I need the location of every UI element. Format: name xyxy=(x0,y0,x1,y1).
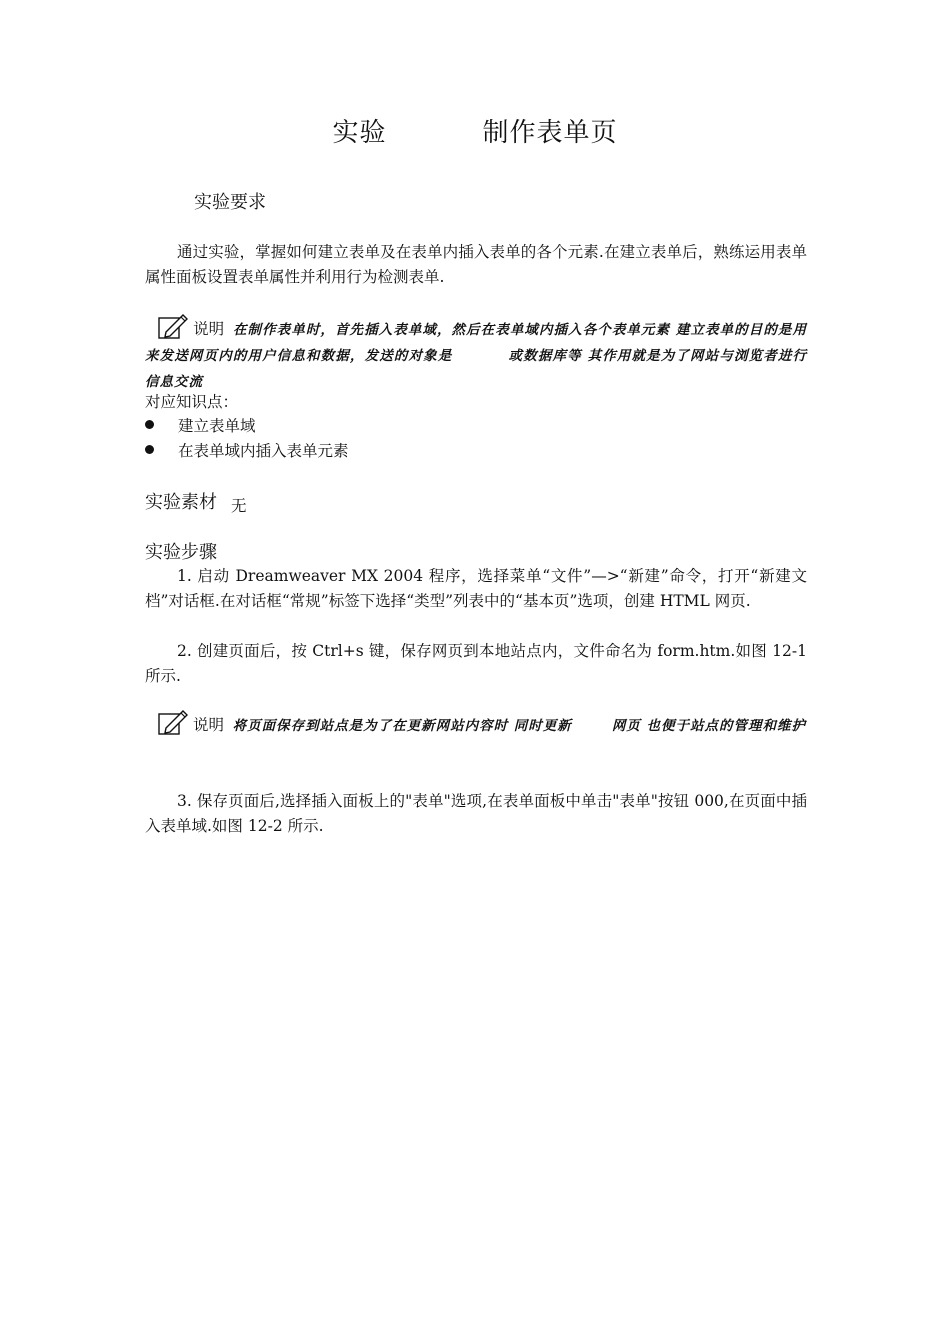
bullet-icon xyxy=(145,445,154,454)
note-2-text-part2: 网页 也便于站点的管理和维护 xyxy=(611,718,807,734)
step-1: 1. 启动 Dreamweaver MX 2004 程序，选择菜单“文件”—>“新建”命令，打开“新建文档”对话框.在对话框“常规”标签下选择“类型”列表中的“基本页”选项，创建 HTML 网页. xyxy=(145,567,807,610)
note-1-label: 说明 xyxy=(193,320,225,338)
note-1-text-part1: 在制作表单时，首先插入表单域，然后在表单域内插入各个表单元素 建立表单的目的是用来发送网页内的用户信息和数据，发送的对象是 xyxy=(145,322,807,364)
knowledge-item-2: 在表单域内插入表单元素 xyxy=(145,440,349,462)
pencil-note-icon xyxy=(157,312,189,340)
title-left: 实验 xyxy=(332,118,387,148)
note-1 xyxy=(145,312,807,395)
note-1-text-part2: 或数据库等 其作用就是为了网站与浏览者进行信息交流 xyxy=(145,348,808,390)
requirements-text: 通过实验，掌握如何建立表单及在表单内插入表单的各个元素.在建立表单后，熟练运用表单属性面板设置表单属性并利用行为检测表单. xyxy=(145,243,807,286)
steps-heading: 实验步骤 xyxy=(145,542,217,563)
step-3: 3. 保存页面后,选择插入面板上的"表单"选项,在表单面板中单击"表单"按钮 000,在页面中插入表单域.如图 12-2 所示. xyxy=(145,792,807,835)
title-right: 制作表单页 xyxy=(482,118,618,148)
materials-heading: 实验素材 无 xyxy=(145,492,247,515)
note-2-text-part1: 将页面保存到站点是为了在更新网站内容时 同时更新 xyxy=(232,718,572,734)
step-2: 2. 创建页面后，按 Ctrl+s 键，保存网页到本地站点内，文件命名为 form.htm.如图 12-1 所示. xyxy=(145,642,807,685)
pencil-note-icon xyxy=(157,708,189,736)
knowledge-heading: 对应知识点： xyxy=(145,393,239,411)
bullet-icon xyxy=(145,420,154,429)
note-2-label: 说明 xyxy=(193,716,225,734)
materials-value: 无 xyxy=(231,497,247,515)
knowledge-item-1: 建立表单域 xyxy=(145,415,256,437)
requirements-heading: 实验要求 xyxy=(194,192,266,213)
note-2 xyxy=(145,708,807,739)
page-title xyxy=(0,112,950,149)
